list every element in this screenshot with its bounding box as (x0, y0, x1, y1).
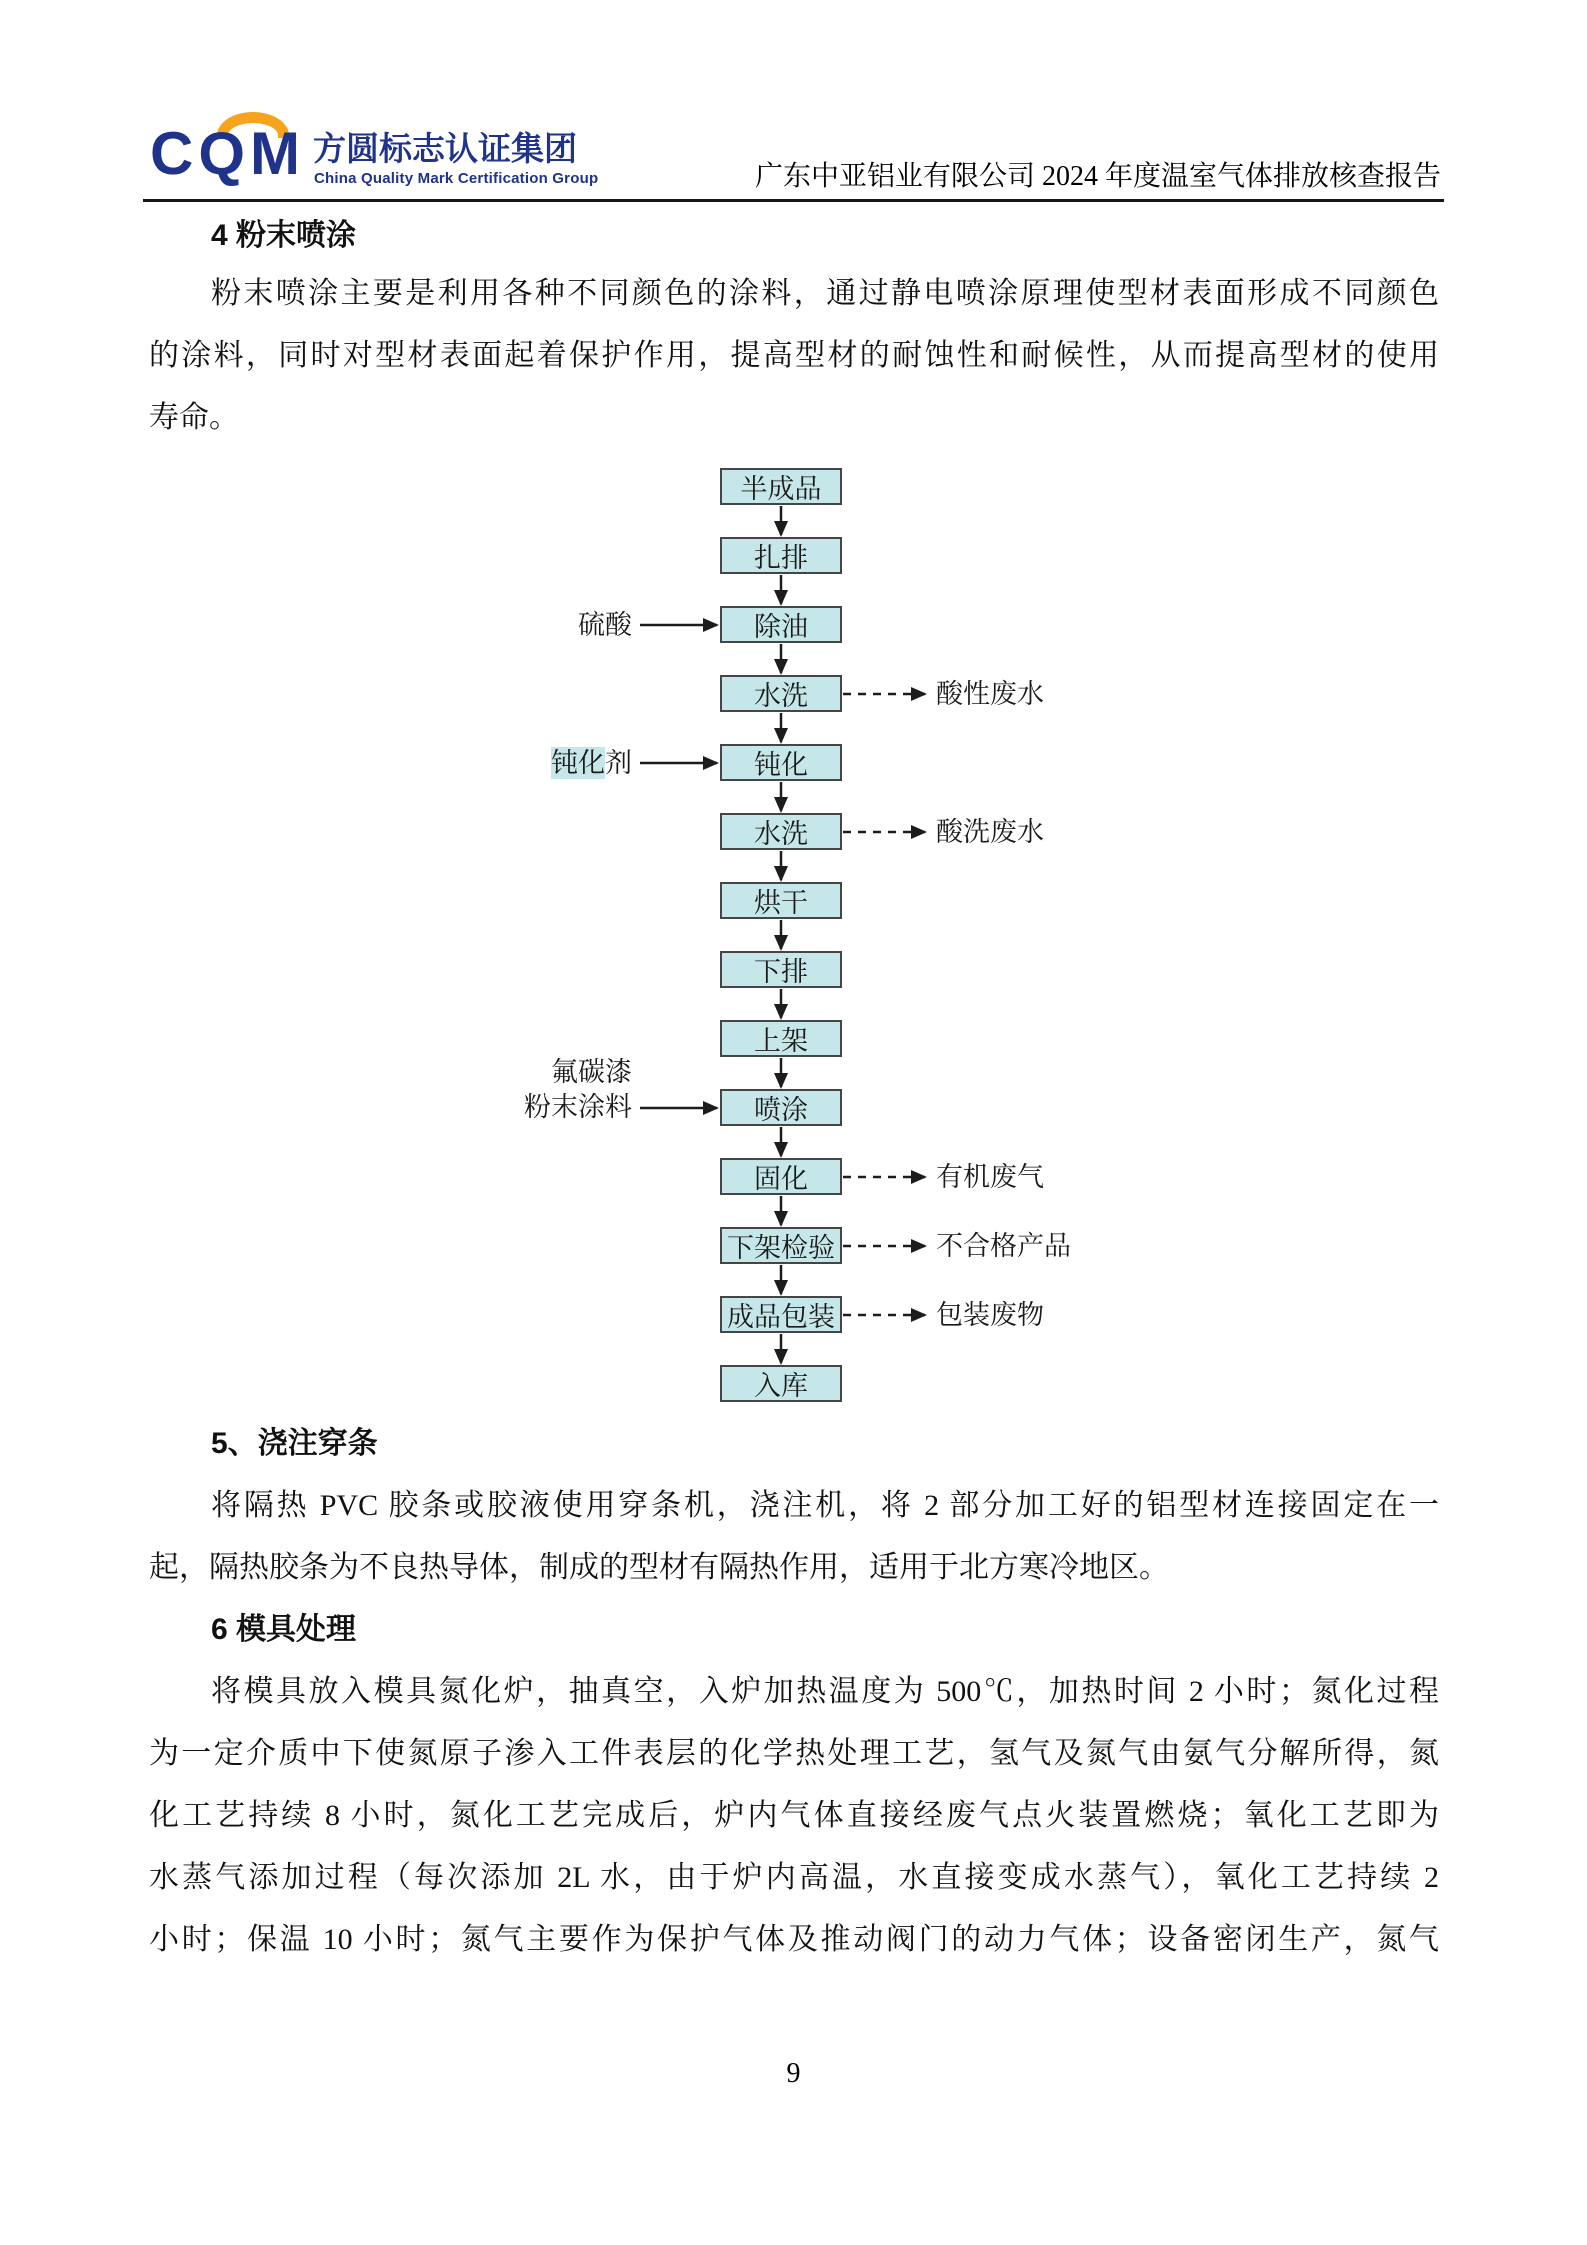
flow-output-label: 不合格产品 (936, 1231, 1071, 1261)
flow-step-box: 上架 (720, 1020, 842, 1057)
paragraph-line: 起，隔热胶条为不良热导体，制成的型材有隔热作用，适用于北方寒冷地区。 (149, 1551, 1169, 1584)
section-heading-4: 4 粉末喷涂 (211, 219, 357, 252)
section-heading-5: 5、浇注穿条 (211, 1427, 378, 1460)
flow-step-box: 半成品 (720, 468, 842, 505)
flow-step-box: 下排 (720, 951, 842, 988)
paragraph-line: 化工艺持续 8 小时，氮化工艺完成后，炉内气体直接经废气点火装置燃烧；氧化工艺即为 (149, 1799, 1439, 1832)
flow-step-box: 成品包装 (720, 1296, 842, 1333)
flow-step-box: 钝化 (720, 744, 842, 781)
flow-output-label: 酸性废水 (936, 679, 1044, 709)
flow-output-label: 有机废气 (936, 1162, 1044, 1192)
flow-input-label: 钝化剂 (551, 748, 632, 778)
flow-step-box: 喷涂 (720, 1089, 842, 1126)
flow-step-box: 水洗 (720, 675, 842, 712)
paragraph-line: 将隔热 PVC 胶条或胶液使用穿条机，浇注机，将 2 部分加工好的铝型材连接固定在一 (211, 1489, 1439, 1522)
header-report-title: 广东中亚铝业有限公司 2024 年度温室气体排放核查报告 (754, 161, 1441, 192)
flow-step-box: 固化 (720, 1158, 842, 1195)
flow-output-label: 酸洗废水 (936, 817, 1044, 847)
flow-input-label: 硫酸 (578, 610, 632, 640)
cqm-logo-acronym: CQM (150, 120, 305, 187)
paragraph-line: 将模具放入模具氮化炉，抽真空，入炉加热温度为 500℃，加热时间 2 小时；氮化过程 (211, 1675, 1439, 1708)
flow-step-box: 水洗 (720, 813, 842, 850)
cqm-logo-name-en: China Quality Mark Certification Group (314, 170, 599, 187)
header-rule (143, 199, 1444, 202)
section-heading-6: 6 模具处理 (211, 1613, 357, 1646)
paragraph-line: 粉末喷涂主要是利用各种不同颜色的涂料，通过静电喷涂原理使型材表面形成不同颜色 (211, 277, 1439, 310)
flow-step-box: 下架检验 (720, 1227, 842, 1264)
paragraph-line: 寿命。 (149, 401, 239, 434)
page-number: 9 (786, 2058, 801, 2089)
flow-step-box: 烘干 (720, 882, 842, 919)
paragraph-line: 水蒸气添加过程（每次添加 2L 水，由于炉内高温，水直接变成水蒸气），氧化工艺持续 2 (149, 1861, 1439, 1894)
flow-step-box: 扎排 (720, 537, 842, 574)
cqm-logo-name-cn: 方圆标志认证集团 (313, 130, 577, 167)
paragraph-line: 小时；保温 10 小时；氮气主要作为保护气体及推动阀门的动力气体；设备密闭生产，氮气 (149, 1923, 1439, 1956)
paragraph-line: 为一定介质中下使氮原子渗入工件表层的化学热处理工艺，氢气及氮气由氨气分解所得，氮 (149, 1737, 1439, 1770)
flow-step-box: 入库 (720, 1365, 842, 1402)
paragraph-line: 的涂料，同时对型材表面起着保护作用，提高型材的耐蚀性和耐候性，从而提高型材的使用 (149, 339, 1439, 372)
flow-output-label: 包装废物 (936, 1300, 1044, 1330)
flow-input-label: 氟碳漆 粉末涂料 (524, 1057, 632, 1122)
flow-step-box: 除油 (720, 606, 842, 643)
